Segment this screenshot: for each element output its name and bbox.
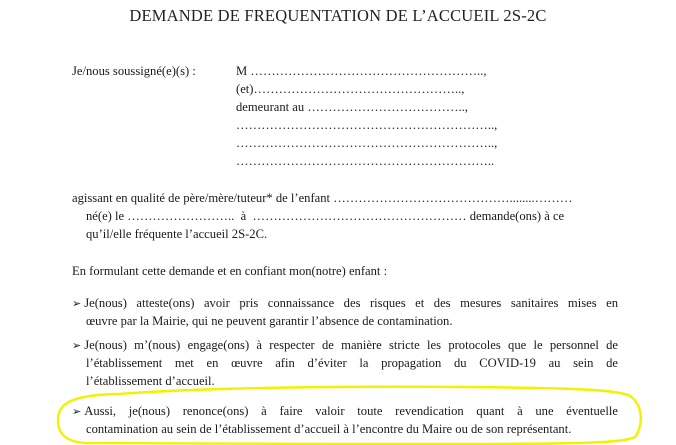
document-title: DEMANDE DE FREQUENTATION DE L’ACCUEIL 2S-2C bbox=[129, 6, 547, 25]
bullet-2-text: Je(nous) m’(nous) engage(ons) à respecter de manière stricte les protocoles que le personnel de bbox=[84, 338, 618, 352]
bullet-1-line-1 bbox=[72, 296, 618, 312]
bullet-3-line-2: contamination au sein de l’établissement d’accueil à l’encontre du Maire ou de son représentant. bbox=[86, 422, 572, 436]
attendance-line: qu’il/elle fréquente l’accueil 2S-2C. bbox=[86, 227, 268, 241]
bullet-2-line-1 bbox=[72, 338, 618, 354]
capacity-line: agissant en qualité de père/mère/tuteur* de l’enfant ……………………………………........……… bbox=[72, 191, 573, 205]
signatory-name-line: M ……………………………………………….., bbox=[236, 64, 487, 78]
birth-date-line: né(e) le …………………….. à …………………………………………… demande(ons) à ce bbox=[86, 209, 565, 223]
intro-text: En formulant cette demande et en confiant mon(notre) enfant : bbox=[72, 264, 388, 278]
bullet-2-line-2: l’établissement met en œuvre afin d’éviter la propagation du COVID-19 au sein de bbox=[86, 356, 618, 370]
signatory-label: Je/nous soussigné(e)(s) : bbox=[72, 64, 196, 78]
address-continuation-line: …………………………………………………….., bbox=[236, 118, 498, 132]
arrow-icon: ➢ bbox=[72, 406, 82, 418]
bullet-1-text: Je(nous) atteste(ons) avoir pris connaissance des risques et des mesures sanitaires mises en bbox=[84, 296, 618, 310]
address-line: demeurant au ……………………………….., bbox=[236, 100, 468, 114]
bullet-2-line-3: l’établissement d’accueil. bbox=[86, 374, 215, 388]
address-continuation-line: …………………………………………………….. bbox=[236, 154, 495, 168]
bullet-1-line-2: œuvre par la Mairie, qui ne peuvent garantir l’absence de contamination. bbox=[86, 314, 453, 328]
arrow-icon: ➢ bbox=[72, 340, 82, 352]
signatory-second-name-line: (et)………………………………………….., bbox=[236, 82, 465, 96]
bullet-3-text: Aussi, je(nous) renonce(ons) à faire valoir toute revendication quant à une éventuelle bbox=[84, 404, 618, 418]
bullet-3-line-1 bbox=[72, 404, 618, 420]
address-continuation-line: …………………………………………………….., bbox=[236, 136, 498, 150]
arrow-icon: ➢ bbox=[72, 298, 82, 310]
